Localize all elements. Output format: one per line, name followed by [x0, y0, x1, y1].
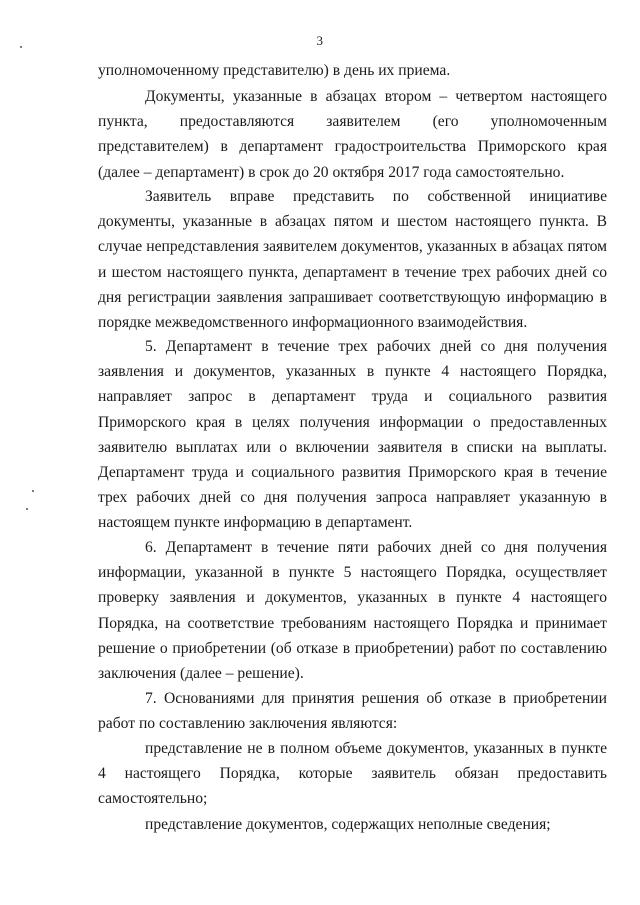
document-body — [98, 812, 607, 837]
margin-mark — [26, 508, 28, 510]
paragraph-clause-7: 7. Основаниями для принятия решения об отказе в приобретении работ по составлению заключения являются: — [98, 690, 607, 733]
document-body — [98, 84, 607, 185]
paragraph-documents-submission: Документы, указанные в абзацах втором – четвертом настоящего пункта, предоставляются заявителем (его уполномоченным представителем) в департамент градостроительства Приморского края (далее – департамент) в срок до 20 октября 2017 года самостоятельно. — [98, 88, 607, 181]
document-body — [98, 58, 607, 83]
document-body — [98, 686, 607, 736]
document-body — [98, 535, 607, 686]
margin-mark — [20, 46, 22, 48]
margin-mark — [32, 490, 34, 492]
document-body — [98, 334, 607, 536]
document-body — [98, 736, 607, 812]
paragraph-clause-5: 5. Департамент в течение трех рабочих дней со дня получения заявления и документов, указанных в пункте 4 настоящего Порядка, направляет запрос в департамент труда и социального развития Приморского края в целях получения информации о предоставленных заявителю выплатах или о включении заявителя в списки на выплаты. Департамент труда и социального развития Приморского края в течение трех рабочих дней со дня получения запроса направляет указанную в настоящем пункте информацию в департамент. — [98, 338, 607, 532]
document-body — [98, 184, 607, 335]
page-number: 3 — [316, 33, 324, 48]
paragraph-ground-incomplete-docs: представление не в полном объеме документов, указанных в пункте 4 настоящего Порядка, которые заявитель обязан предоставить самостоятельно; — [98, 740, 607, 808]
paragraph-continuation: уполномоченному представителю) в день их приема. — [98, 62, 451, 79]
paragraph-ground-incomplete-info: представление документов, содержащих неполные сведения; — [145, 816, 551, 833]
paragraph-clause-6: 6. Департамент в течение пяти рабочих дней со дня получения информации, указанной в пункте 5 настоящего Порядка, осуществляет проверку заявления и документов, указанных в пункте 4 настоящего Порядка, на соответствие требованиям настоящего Порядка и принимает решение о приобретении (об отказе в приобретении) работ по составлению заключения (далее – решение). — [98, 539, 607, 683]
paragraph-applicant-right: Заявитель вправе представить по собственной инициативе документы, указанные в абзацах пятом и шестом настоящего пункта. В случае непредставления заявителем документов, указанных в абзацах пятом и шестом настоящего пункта, департамент в течение трех рабочих дней со дня регистрации заявления запрашивает соответствующую информацию в порядке межведомственного информационного взаимодействия. — [98, 188, 607, 332]
